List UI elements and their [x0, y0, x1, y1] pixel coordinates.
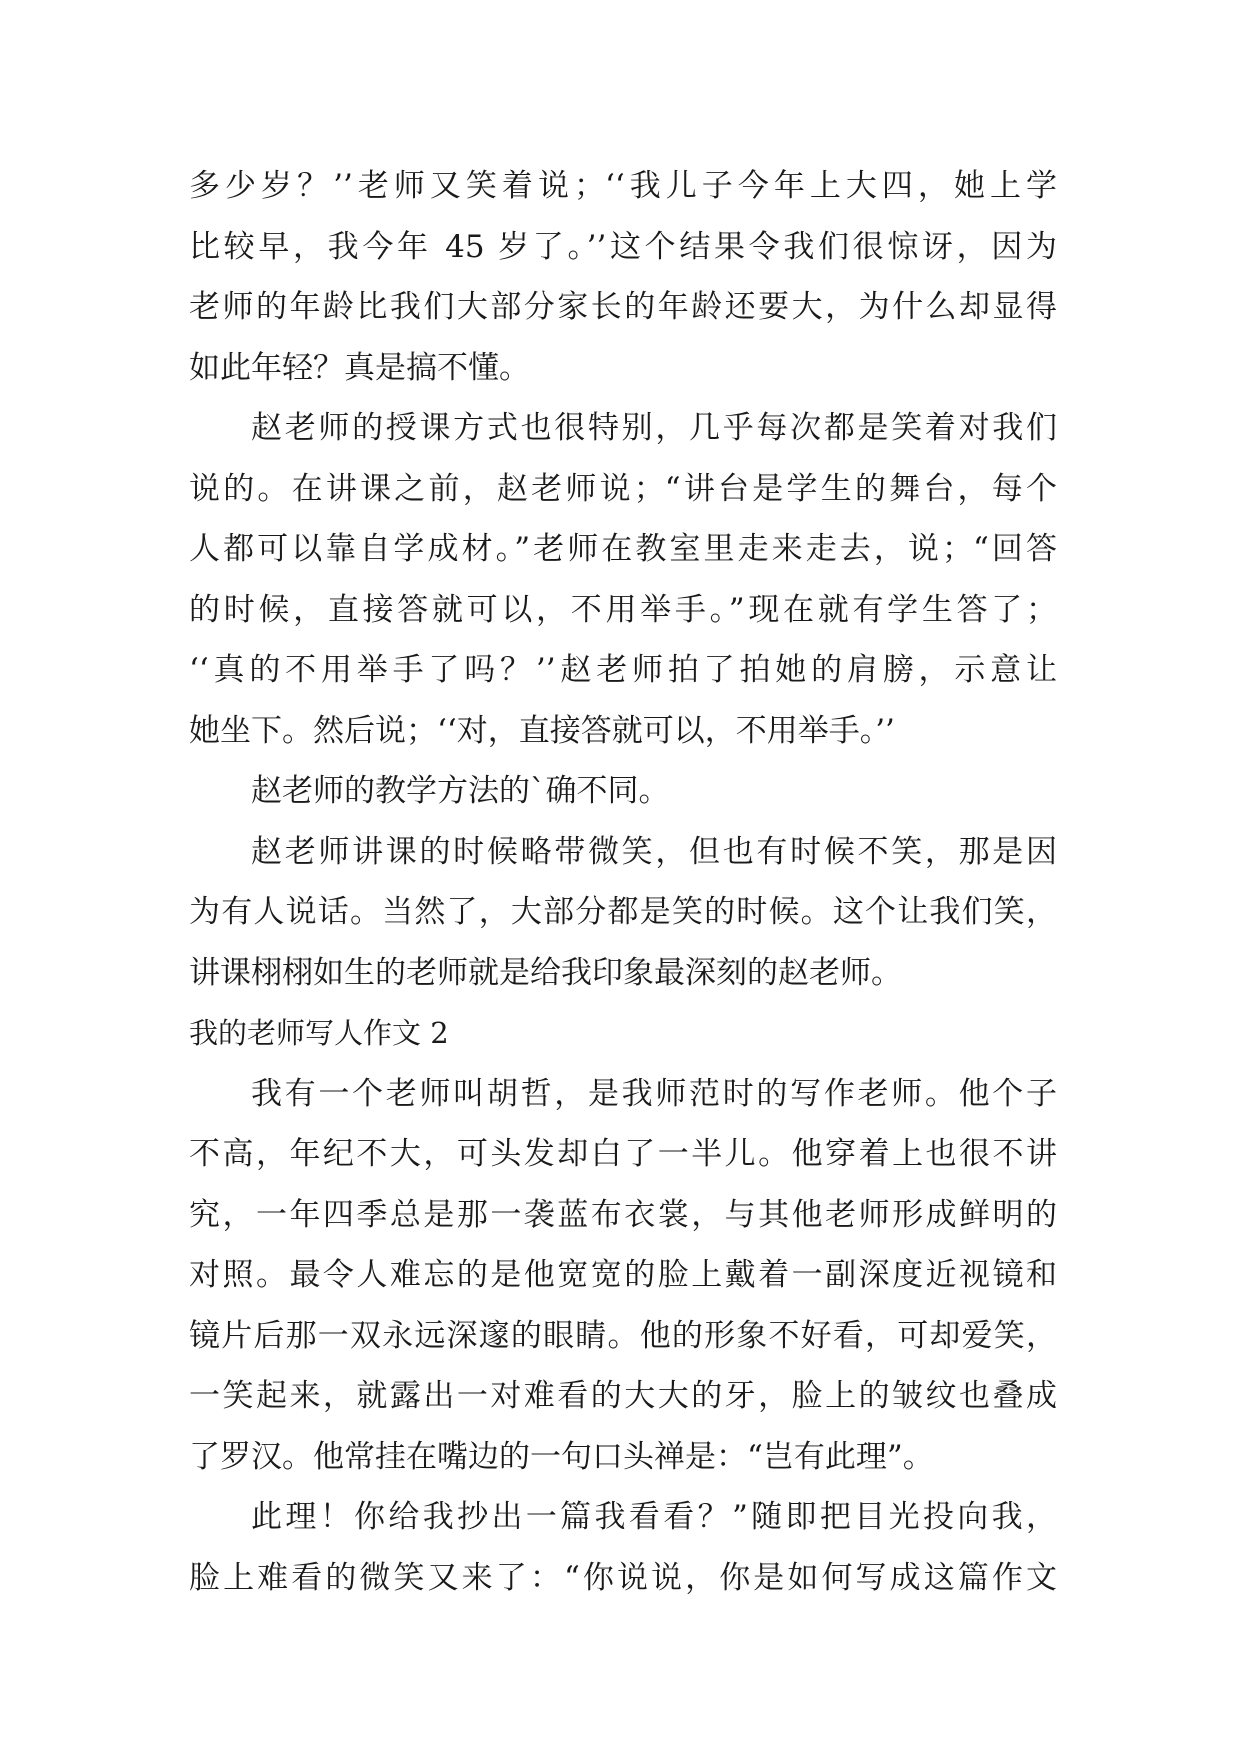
text-line: 了罗汉。他常挂在嘴边的一句口头禅是：“岂有此理”。	[189, 1438, 934, 1475]
text-line: 为有人说话。当然了，大部分都是笑的时候。这个让我们笑，	[189, 894, 1057, 930]
document-body	[189, 156, 1057, 1608]
text-line: 我有一个老师叫胡哲，是我师范时的写作老师。他个子	[251, 1075, 1057, 1112]
text-line: 不高，年纪不大，可头发却白了一半儿。他穿着上也很不讲	[189, 1136, 1057, 1172]
text-line: 如此年轻？真是搞不懂。	[189, 349, 530, 386]
paragraph	[189, 156, 1057, 398]
text-line: 赵老师的教学方法的`确不同。	[251, 773, 670, 809]
text-line: 镜片后那一双永远深邃的眼睛。他的形象不好看，可却爱笑，	[189, 1317, 1057, 1354]
paragraph	[189, 1487, 1057, 1608]
text-line: 人都可以靠自学成材。”老师在教室里走来走去，说；“回答	[189, 531, 1057, 567]
paragraph	[189, 1064, 1057, 1488]
paragraph	[189, 822, 1057, 1004]
text-line: 讲课栩栩如生的老师就是给我印象最深刻的赵老师。	[189, 954, 902, 991]
text-line: 她坐下。然后说；‘‘对，直接答就可以，不用举手。’’	[189, 712, 895, 749]
text-line: 说的。在讲课之前，赵老师说；“讲台是学生的舞台，每个	[189, 470, 1057, 507]
text-line: 赵老师讲课的时候略带微笑，但也有时候不笑，那是因	[251, 833, 1057, 870]
section-heading	[189, 1003, 1057, 1064]
text-line: 对照。最令人难忘的是他宽宽的脸上戴着一副深度近视镜和	[189, 1257, 1057, 1293]
text-line: 比较早，我今年 45 岁了。’’这个结果令我们很惊讶，因为	[189, 228, 1057, 265]
text-line: 此理！你给我抄出一篇我看看？”随即把目光投向我，	[251, 1499, 1057, 1535]
text-line: 究，一年四季总是那一袭蓝布衣裳，与其他老师形成鲜明的	[189, 1196, 1057, 1233]
text-line: 的时候，直接答就可以，不用举手。”现在就有学生答了；	[189, 591, 1057, 628]
text-line: 多少岁？’’老师又笑着说；‘‘我儿子今年上大四，她上学	[189, 168, 1057, 204]
paragraph	[189, 761, 1057, 822]
heading-text: 我的老师写人作文 2	[189, 1016, 449, 1050]
paragraph	[189, 398, 1057, 761]
text-line: 老师的年龄比我们大部分家长的年龄还要大，为什么却显得	[189, 289, 1057, 325]
text-line: 脸上难看的微笑又来了：“你说说，你是如何写成这篇作文	[189, 1559, 1057, 1596]
text-line: 赵老师的授课方式也很特别，几乎每次都是笑着对我们	[251, 410, 1057, 446]
document-page	[189, 156, 1057, 1608]
text-line: ‘‘真的不用举手了吗？’’赵老师拍了拍她的肩膀，示意让	[189, 652, 1057, 688]
text-line: 一笑起来，就露出一对难看的大大的牙，脸上的皱纹也叠成	[189, 1378, 1057, 1414]
